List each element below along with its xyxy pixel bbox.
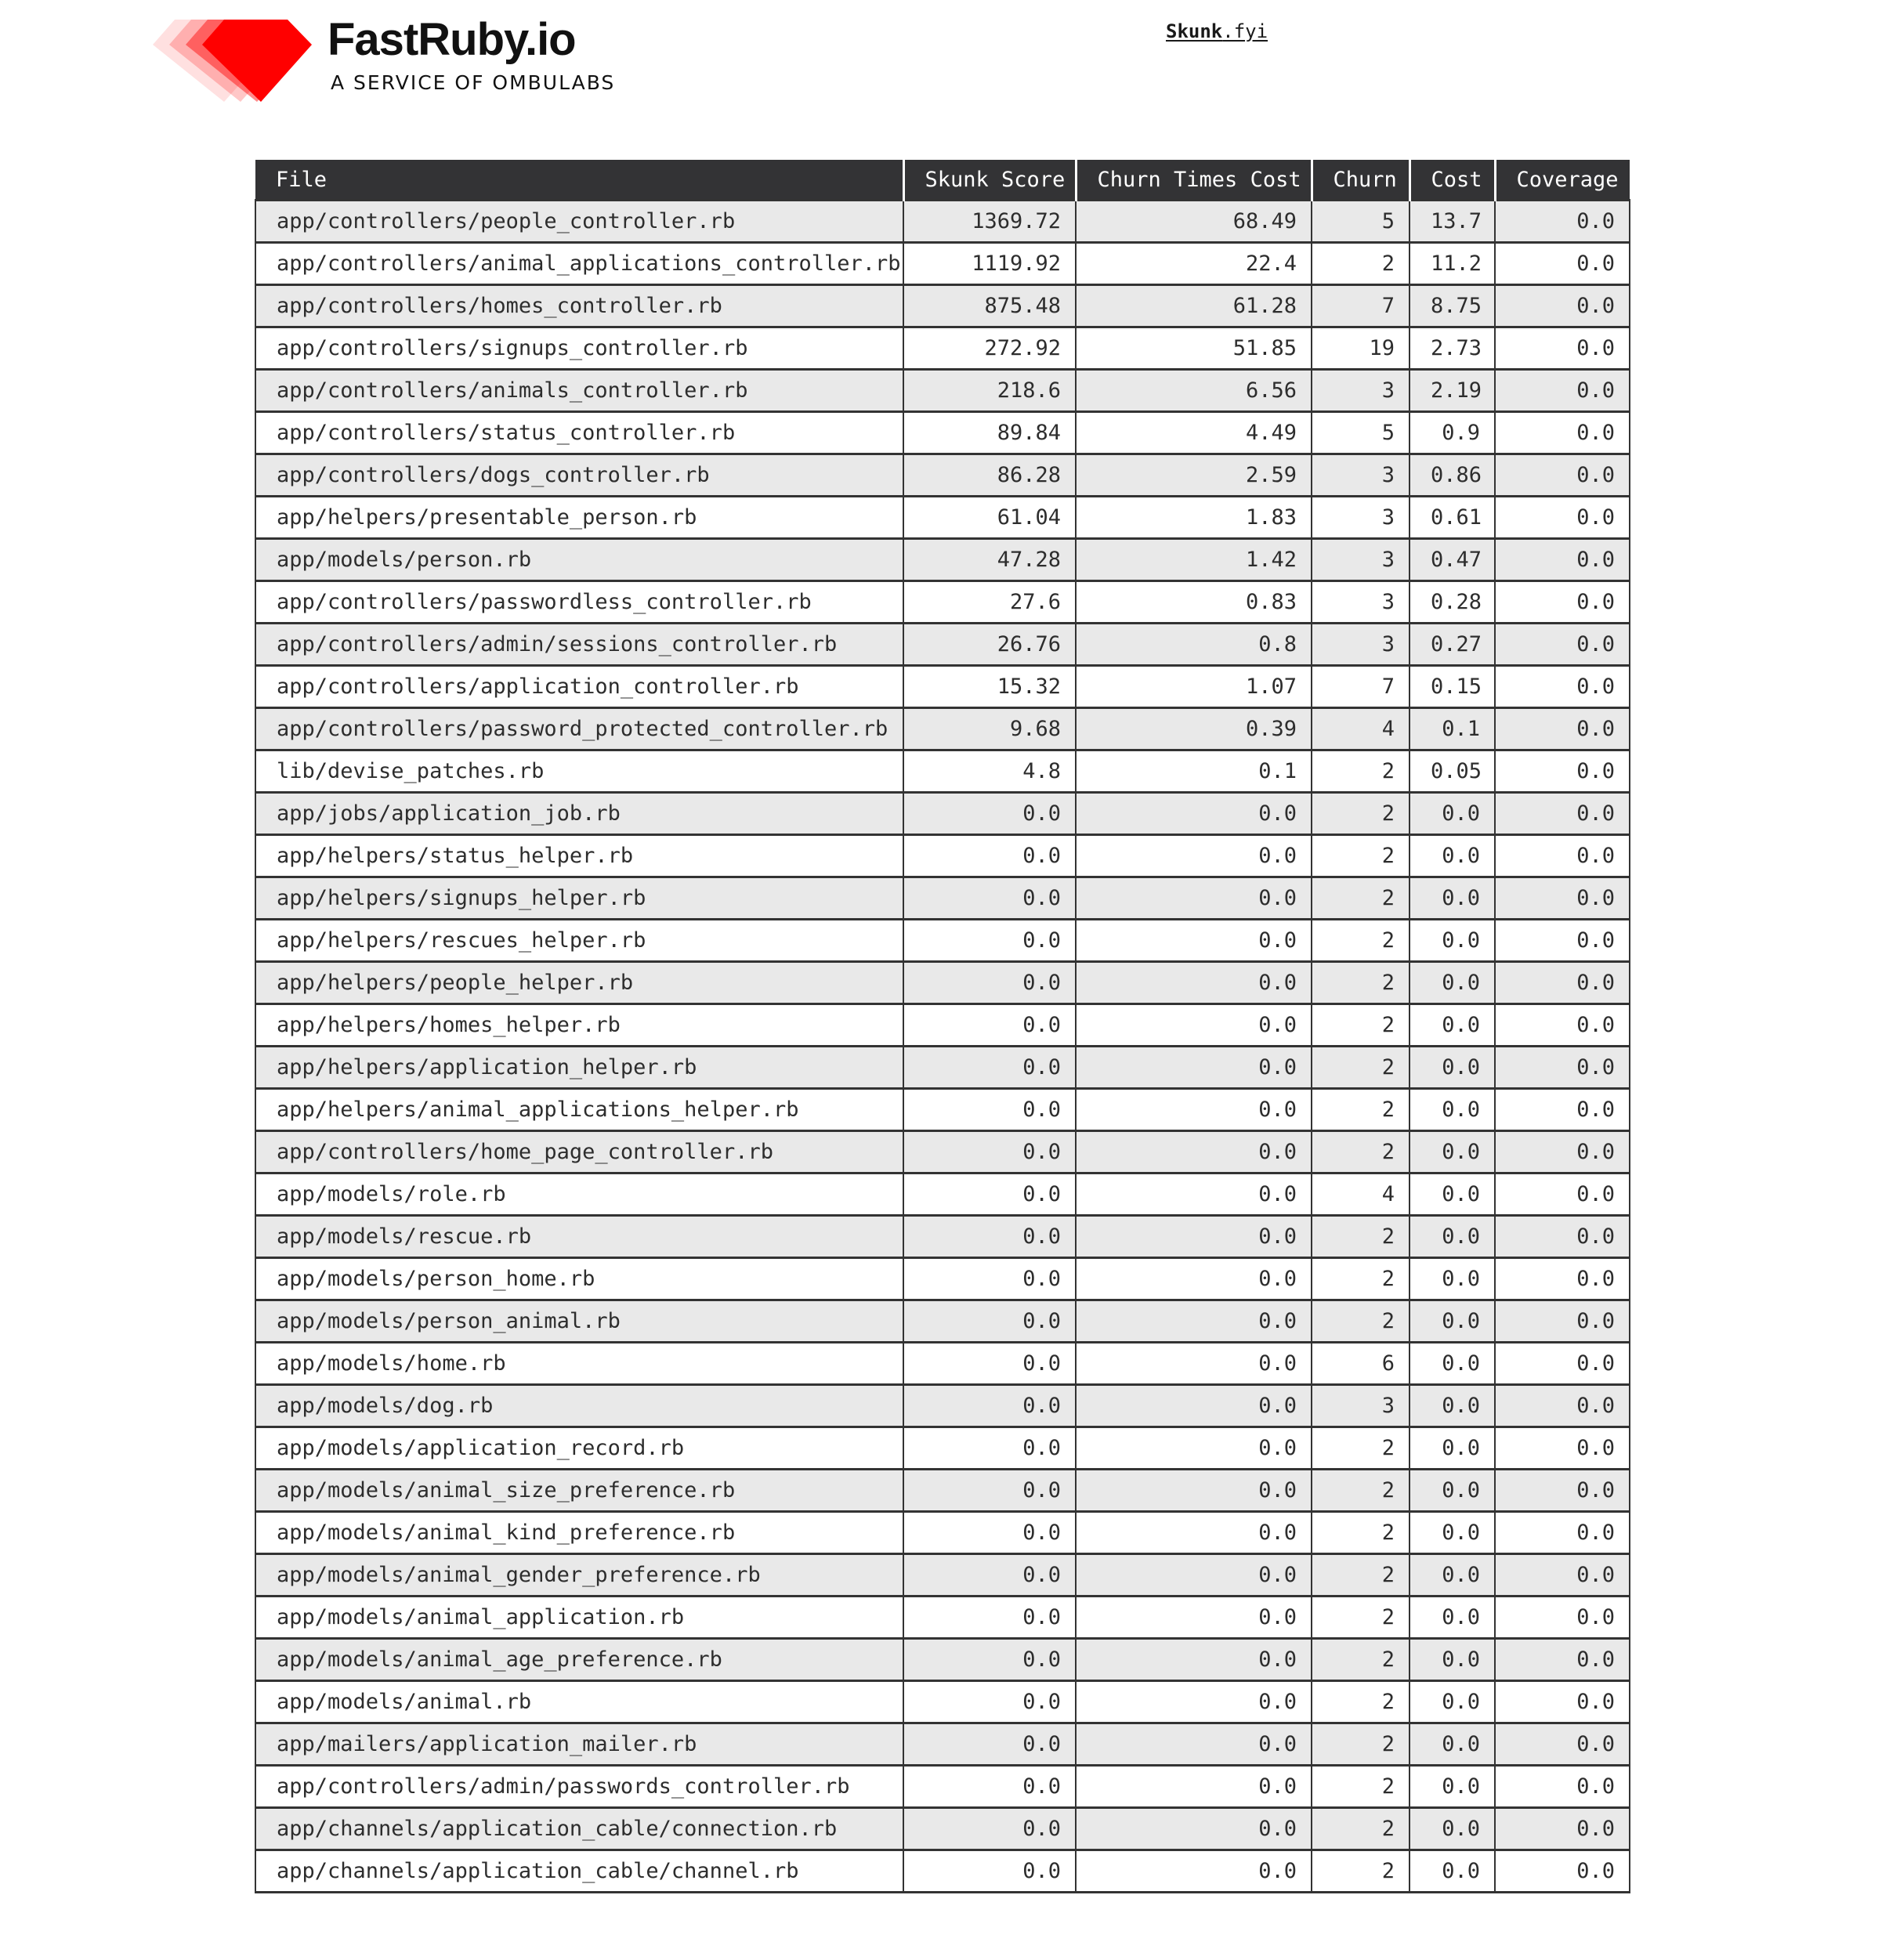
churn-cell: 2	[1312, 1554, 1410, 1597]
table-row	[255, 1766, 1630, 1808]
table-body	[255, 201, 1630, 1893]
churn-times-cost-cell: 0.0	[1076, 1470, 1312, 1512]
cost-cell: 0.0	[1410, 1512, 1495, 1554]
cost-cell: 0.47	[1410, 539, 1495, 581]
file-cell: lib/devise_patches.rb	[255, 750, 903, 793]
table-row	[255, 581, 1630, 624]
churn-times-cost-cell: 0.0	[1076, 1723, 1312, 1766]
skunk-link-bold: Skunk	[1166, 20, 1223, 42]
coverage-cell: 0.0	[1495, 1808, 1630, 1850]
churn-times-cost-cell: 0.0	[1076, 1385, 1312, 1427]
churn-cell: 2	[1312, 243, 1410, 285]
table-row	[255, 539, 1630, 581]
cost-cell: 0.0	[1410, 793, 1495, 835]
table-row	[255, 1258, 1630, 1300]
coverage-cell: 0.0	[1495, 1766, 1630, 1808]
file-cell: app/helpers/signups_helper.rb	[255, 877, 903, 920]
churn-cell: 7	[1312, 666, 1410, 708]
brand-name: FastRuby.io	[327, 14, 576, 65]
coverage-cell: 0.0	[1495, 1639, 1630, 1681]
churn-times-cost-cell: 0.0	[1076, 877, 1312, 920]
coverage-cell: 0.0	[1495, 1173, 1630, 1216]
skunk-score-cell: 0.0	[903, 920, 1076, 962]
churn-times-cost-cell: 0.1	[1076, 750, 1312, 793]
churn-cell: 3	[1312, 497, 1410, 539]
coverage-cell: 0.0	[1495, 1512, 1630, 1554]
column-header-skunk-score: Skunk Score	[903, 160, 1076, 201]
file-cell: app/models/application_record.rb	[255, 1427, 903, 1470]
skunk-score-cell: 0.0	[903, 1089, 1076, 1131]
coverage-cell: 0.0	[1495, 962, 1630, 1004]
churn-cell: 2	[1312, 1512, 1410, 1554]
cost-cell: 2.19	[1410, 370, 1495, 412]
churn-cell: 3	[1312, 1385, 1410, 1427]
table-row	[255, 708, 1630, 750]
churn-cell: 2	[1312, 1216, 1410, 1258]
churn-times-cost-cell: 4.49	[1076, 412, 1312, 454]
file-cell: app/controllers/dogs_controller.rb	[255, 454, 903, 497]
churn-times-cost-cell: 0.83	[1076, 581, 1312, 624]
skunk-score-cell: 0.0	[903, 1597, 1076, 1639]
table-row	[255, 1216, 1630, 1258]
coverage-cell: 0.0	[1495, 750, 1630, 793]
churn-times-cost-cell: 1.07	[1076, 666, 1312, 708]
cost-cell: 0.05	[1410, 750, 1495, 793]
skunk-score-cell: 47.28	[903, 539, 1076, 581]
churn-times-cost-cell: 0.0	[1076, 1850, 1312, 1893]
cost-cell: 0.0	[1410, 962, 1495, 1004]
coverage-cell: 0.0	[1495, 666, 1630, 708]
file-cell: app/models/animal_gender_preference.rb	[255, 1554, 903, 1597]
churn-cell: 5	[1312, 201, 1410, 243]
table-row	[255, 1681, 1630, 1723]
file-cell: app/models/home.rb	[255, 1343, 903, 1385]
table-row	[255, 1004, 1630, 1047]
cost-cell: 0.0	[1410, 1258, 1495, 1300]
churn-times-cost-cell: 0.0	[1076, 1343, 1312, 1385]
churn-cell: 2	[1312, 1470, 1410, 1512]
churn-cell: 2	[1312, 793, 1410, 835]
skunk-score-cell: 0.0	[903, 1723, 1076, 1766]
churn-cell: 2	[1312, 1766, 1410, 1808]
skunk-score-cell: 86.28	[903, 454, 1076, 497]
churn-cell: 2	[1312, 1723, 1410, 1766]
skunk-score-cell: 218.6	[903, 370, 1076, 412]
file-cell: app/helpers/people_helper.rb	[255, 962, 903, 1004]
file-cell: app/controllers/signups_controller.rb	[255, 327, 903, 370]
skunk-score-cell: 15.32	[903, 666, 1076, 708]
churn-times-cost-cell: 2.59	[1076, 454, 1312, 497]
table-row	[255, 1850, 1630, 1893]
skunk-score-cell: 0.0	[903, 1850, 1076, 1893]
churn-times-cost-cell: 61.28	[1076, 285, 1312, 327]
churn-times-cost-cell: 0.0	[1076, 1427, 1312, 1470]
churn-cell: 2	[1312, 1300, 1410, 1343]
cost-cell: 8.75	[1410, 285, 1495, 327]
cost-cell: 0.0	[1410, 1681, 1495, 1723]
churn-cell: 2	[1312, 1047, 1410, 1089]
skunk-score-cell: 4.8	[903, 750, 1076, 793]
skunk-score-cell: 272.92	[903, 327, 1076, 370]
cost-cell: 2.73	[1410, 327, 1495, 370]
coverage-cell: 0.0	[1495, 1597, 1630, 1639]
cost-cell: 0.0	[1410, 1004, 1495, 1047]
column-header-file: File	[255, 160, 903, 201]
file-cell: app/models/rescue.rb	[255, 1216, 903, 1258]
churn-times-cost-cell: 0.0	[1076, 835, 1312, 877]
file-cell: app/mailers/application_mailer.rb	[255, 1723, 903, 1766]
cost-cell: 0.0	[1410, 1300, 1495, 1343]
file-cell: app/helpers/status_helper.rb	[255, 835, 903, 877]
skunk-score-cell: 0.0	[903, 1808, 1076, 1850]
coverage-cell: 0.0	[1495, 1089, 1630, 1131]
table-row	[255, 1131, 1630, 1173]
churn-times-cost-cell: 51.85	[1076, 327, 1312, 370]
column-header-coverage: Coverage	[1495, 160, 1630, 201]
churn-times-cost-cell: 1.83	[1076, 497, 1312, 539]
coverage-cell: 0.0	[1495, 1681, 1630, 1723]
table-header-row	[255, 160, 1630, 201]
skunk-score-cell: 0.0	[903, 1173, 1076, 1216]
coverage-cell: 0.0	[1495, 412, 1630, 454]
file-cell: app/models/person.rb	[255, 539, 903, 581]
churn-cell: 2	[1312, 962, 1410, 1004]
churn-cell: 2	[1312, 1808, 1410, 1850]
churn-times-cost-cell: 0.0	[1076, 1512, 1312, 1554]
churn-times-cost-cell: 0.0	[1076, 793, 1312, 835]
skunk-score-cell: 875.48	[903, 285, 1076, 327]
coverage-cell: 0.0	[1495, 708, 1630, 750]
file-cell: app/models/animal_age_preference.rb	[255, 1639, 903, 1681]
coverage-cell: 0.0	[1495, 877, 1630, 920]
table-row	[255, 793, 1630, 835]
skunk-score-cell: 9.68	[903, 708, 1076, 750]
table-row	[255, 1089, 1630, 1131]
cost-cell: 0.0	[1410, 1850, 1495, 1893]
table-row	[255, 1427, 1630, 1470]
churn-cell: 2	[1312, 835, 1410, 877]
skunk-report-table	[255, 160, 1630, 1893]
coverage-cell: 0.0	[1495, 539, 1630, 581]
file-cell: app/jobs/application_job.rb	[255, 793, 903, 835]
table-row	[255, 835, 1630, 877]
skunk-score-cell: 0.0	[903, 1554, 1076, 1597]
churn-times-cost-cell: 0.0	[1076, 1639, 1312, 1681]
coverage-cell: 0.0	[1495, 1723, 1630, 1766]
file-cell: app/controllers/passwordless_controller.rb	[255, 581, 903, 624]
churn-times-cost-cell: 0.0	[1076, 920, 1312, 962]
table-row	[255, 327, 1630, 370]
churn-cell: 2	[1312, 1850, 1410, 1893]
column-header-churn-times-cost: Churn Times Cost	[1076, 160, 1312, 201]
table-row	[255, 370, 1630, 412]
file-cell: app/controllers/admin/sessions_controller.rb	[255, 624, 903, 666]
churn-cell: 3	[1312, 581, 1410, 624]
file-cell: app/models/animal_kind_preference.rb	[255, 1512, 903, 1554]
file-cell: app/helpers/homes_helper.rb	[255, 1004, 903, 1047]
file-cell: app/channels/application_cable/channel.rb	[255, 1850, 903, 1893]
table-row	[255, 1470, 1630, 1512]
table-row	[255, 877, 1630, 920]
file-cell: app/controllers/people_controller.rb	[255, 201, 903, 243]
skunk-score-cell: 61.04	[903, 497, 1076, 539]
coverage-cell: 0.0	[1495, 454, 1630, 497]
skunk-score-cell: 89.84	[903, 412, 1076, 454]
churn-times-cost-cell: 0.0	[1076, 1300, 1312, 1343]
churn-cell: 2	[1312, 1681, 1410, 1723]
churn-times-cost-cell: 0.0	[1076, 1766, 1312, 1808]
file-cell: app/controllers/homes_controller.rb	[255, 285, 903, 327]
churn-cell: 3	[1312, 539, 1410, 581]
cost-cell: 0.0	[1410, 920, 1495, 962]
file-cell: app/controllers/home_page_controller.rb	[255, 1131, 903, 1173]
cost-cell: 0.0	[1410, 1597, 1495, 1639]
cost-cell: 0.27	[1410, 624, 1495, 666]
cost-cell: 0.0	[1410, 1047, 1495, 1089]
cost-cell: 0.0	[1410, 1173, 1495, 1216]
file-cell: app/models/dog.rb	[255, 1385, 903, 1427]
churn-times-cost-cell: 0.0	[1076, 962, 1312, 1004]
file-cell: app/helpers/presentable_person.rb	[255, 497, 903, 539]
skunk-score-cell: 0.0	[903, 1258, 1076, 1300]
cost-cell: 0.0	[1410, 1385, 1495, 1427]
coverage-cell: 0.0	[1495, 1385, 1630, 1427]
churn-cell: 2	[1312, 750, 1410, 793]
churn-cell: 2	[1312, 1004, 1410, 1047]
churn-times-cost-cell: 0.0	[1076, 1047, 1312, 1089]
churn-times-cost-cell: 0.0	[1076, 1216, 1312, 1258]
table-row	[255, 1047, 1630, 1089]
cost-cell: 0.61	[1410, 497, 1495, 539]
churn-cell: 2	[1312, 1258, 1410, 1300]
skunk-score-cell: 0.0	[903, 1385, 1076, 1427]
table-row	[255, 1300, 1630, 1343]
churn-cell: 2	[1312, 1597, 1410, 1639]
coverage-cell: 0.0	[1495, 1258, 1630, 1300]
coverage-cell: 0.0	[1495, 1343, 1630, 1385]
table-row	[255, 1512, 1630, 1554]
coverage-cell: 0.0	[1495, 624, 1630, 666]
file-cell: app/controllers/animal_applications_controller.rb	[255, 243, 903, 285]
ruby-gem-icon	[149, 16, 321, 106]
skunk-score-cell: 0.0	[903, 962, 1076, 1004]
table-row	[255, 1173, 1630, 1216]
churn-cell: 2	[1312, 1427, 1410, 1470]
skunk-score-cell: 0.0	[903, 1639, 1076, 1681]
churn-cell: 4	[1312, 1173, 1410, 1216]
file-cell: app/helpers/rescues_helper.rb	[255, 920, 903, 962]
coverage-cell: 0.0	[1495, 1850, 1630, 1893]
file-cell: app/models/animal_application.rb	[255, 1597, 903, 1639]
coverage-cell: 0.0	[1495, 370, 1630, 412]
cost-cell: 0.0	[1410, 1343, 1495, 1385]
file-cell: app/models/animal_size_preference.rb	[255, 1470, 903, 1512]
skunk-score-cell: 0.0	[903, 1004, 1076, 1047]
table-row	[255, 243, 1630, 285]
table-row	[255, 624, 1630, 666]
churn-times-cost-cell: 22.4	[1076, 243, 1312, 285]
column-header-churn: Churn	[1312, 160, 1410, 201]
coverage-cell: 0.0	[1495, 1554, 1630, 1597]
coverage-cell: 0.0	[1495, 327, 1630, 370]
churn-cell: 2	[1312, 1131, 1410, 1173]
coverage-cell: 0.0	[1495, 793, 1630, 835]
file-cell: app/controllers/animals_controller.rb	[255, 370, 903, 412]
file-cell: app/channels/application_cable/connection.rb	[255, 1808, 903, 1850]
cost-cell: 0.86	[1410, 454, 1495, 497]
table-row	[255, 1554, 1630, 1597]
skunk-score-cell: 0.0	[903, 1131, 1076, 1173]
cost-cell: 0.0	[1410, 1427, 1495, 1470]
skunk-score-cell: 0.0	[903, 1343, 1076, 1385]
file-cell: app/models/animal.rb	[255, 1681, 903, 1723]
churn-cell: 3	[1312, 370, 1410, 412]
churn-times-cost-cell: 0.0	[1076, 1004, 1312, 1047]
cost-cell: 0.1	[1410, 708, 1495, 750]
skunk-score-cell: 0.0	[903, 793, 1076, 835]
coverage-cell: 0.0	[1495, 835, 1630, 877]
churn-cell: 4	[1312, 708, 1410, 750]
table-row	[255, 201, 1630, 243]
table-row	[255, 750, 1630, 793]
coverage-cell: 0.0	[1495, 1004, 1630, 1047]
churn-cell: 2	[1312, 877, 1410, 920]
churn-times-cost-cell: 0.8	[1076, 624, 1312, 666]
coverage-cell: 0.0	[1495, 581, 1630, 624]
churn-cell: 2	[1312, 920, 1410, 962]
cost-cell: 0.0	[1410, 1216, 1495, 1258]
table-row	[255, 1808, 1630, 1850]
churn-times-cost-cell: 0.0	[1076, 1131, 1312, 1173]
churn-cell: 19	[1312, 327, 1410, 370]
churn-times-cost-cell: 0.0	[1076, 1597, 1312, 1639]
column-header-cost: Cost	[1410, 160, 1495, 201]
cost-cell: 13.7	[1410, 201, 1495, 243]
cost-cell: 0.28	[1410, 581, 1495, 624]
skunk-score-cell: 0.0	[903, 1470, 1076, 1512]
skunk-score-cell: 0.0	[903, 1512, 1076, 1554]
churn-times-cost-cell: 0.0	[1076, 1258, 1312, 1300]
coverage-cell: 0.0	[1495, 201, 1630, 243]
churn-cell: 3	[1312, 454, 1410, 497]
churn-times-cost-cell: 0.0	[1076, 1173, 1312, 1216]
cost-cell: 0.15	[1410, 666, 1495, 708]
skunk-score-cell: 27.6	[903, 581, 1076, 624]
table-row	[255, 1723, 1630, 1766]
table-row	[255, 285, 1630, 327]
churn-times-cost-cell: 1.42	[1076, 539, 1312, 581]
churn-cell: 2	[1312, 1639, 1410, 1681]
table-row	[255, 962, 1630, 1004]
skunk-score-cell: 0.0	[903, 1427, 1076, 1470]
skunk-score-cell: 0.0	[903, 835, 1076, 877]
coverage-cell: 0.0	[1495, 1131, 1630, 1173]
skunk-score-cell: 0.0	[903, 1047, 1076, 1089]
table-row	[255, 920, 1630, 962]
file-cell: app/models/person_home.rb	[255, 1258, 903, 1300]
table-row	[255, 1343, 1630, 1385]
coverage-cell: 0.0	[1495, 243, 1630, 285]
file-cell: app/controllers/application_controller.rb	[255, 666, 903, 708]
churn-times-cost-cell: 0.0	[1076, 1808, 1312, 1850]
churn-times-cost-cell: 6.56	[1076, 370, 1312, 412]
skunk-score-cell: 1119.92	[903, 243, 1076, 285]
table-row	[255, 497, 1630, 539]
churn-times-cost-cell: 0.0	[1076, 1089, 1312, 1131]
skunk-score-cell: 0.0	[903, 1300, 1076, 1343]
churn-times-cost-cell: 0.39	[1076, 708, 1312, 750]
skunk-score-cell: 0.0	[903, 877, 1076, 920]
coverage-cell: 0.0	[1495, 1427, 1630, 1470]
churn-cell: 2	[1312, 1089, 1410, 1131]
cost-cell: 0.0	[1410, 877, 1495, 920]
churn-times-cost-cell: 68.49	[1076, 201, 1312, 243]
cost-cell: 0.9	[1410, 412, 1495, 454]
churn-times-cost-cell: 0.0	[1076, 1681, 1312, 1723]
coverage-cell: 0.0	[1495, 920, 1630, 962]
cost-cell: 0.0	[1410, 1766, 1495, 1808]
table-row	[255, 412, 1630, 454]
file-cell: app/helpers/application_helper.rb	[255, 1047, 903, 1089]
cost-cell: 0.0	[1410, 1808, 1495, 1850]
cost-cell: 11.2	[1410, 243, 1495, 285]
churn-cell: 6	[1312, 1343, 1410, 1385]
churn-times-cost-cell: 0.0	[1076, 1554, 1312, 1597]
coverage-cell: 0.0	[1495, 1300, 1630, 1343]
skunk-link-rest: .fyi	[1222, 20, 1268, 42]
skunk-fyi-link[interactable]	[1166, 22, 1268, 41]
skunk-score-cell: 0.0	[903, 1681, 1076, 1723]
cost-cell: 0.0	[1410, 1470, 1495, 1512]
churn-cell: 7	[1312, 285, 1410, 327]
skunk-score-cell: 0.0	[903, 1216, 1076, 1258]
coverage-cell: 0.0	[1495, 1216, 1630, 1258]
skunk-score-cell: 26.76	[903, 624, 1076, 666]
table-row	[255, 1385, 1630, 1427]
coverage-cell: 0.0	[1495, 285, 1630, 327]
table-row	[255, 454, 1630, 497]
file-cell: app/helpers/animal_applications_helper.rb	[255, 1089, 903, 1131]
cost-cell: 0.0	[1410, 1089, 1495, 1131]
table-row	[255, 1639, 1630, 1681]
file-cell: app/controllers/status_controller.rb	[255, 412, 903, 454]
churn-cell: 3	[1312, 624, 1410, 666]
skunk-score-cell: 0.0	[903, 1766, 1076, 1808]
file-cell: app/controllers/password_protected_controller.rb	[255, 708, 903, 750]
brand-tagline: A SERVICE OF OMBULABS	[331, 71, 616, 94]
skunk-score-cell: 1369.72	[903, 201, 1076, 243]
cost-cell: 0.0	[1410, 1723, 1495, 1766]
cost-cell: 0.0	[1410, 1639, 1495, 1681]
file-cell: app/controllers/admin/passwords_controller.rb	[255, 1766, 903, 1808]
cost-cell: 0.0	[1410, 835, 1495, 877]
table-row	[255, 1597, 1630, 1639]
coverage-cell: 0.0	[1495, 497, 1630, 539]
cost-cell: 0.0	[1410, 1554, 1495, 1597]
coverage-cell: 0.0	[1495, 1470, 1630, 1512]
file-cell: app/models/role.rb	[255, 1173, 903, 1216]
file-cell: app/models/person_animal.rb	[255, 1300, 903, 1343]
coverage-cell: 0.0	[1495, 1047, 1630, 1089]
churn-cell: 5	[1312, 412, 1410, 454]
cost-cell: 0.0	[1410, 1131, 1495, 1173]
table-row	[255, 666, 1630, 708]
